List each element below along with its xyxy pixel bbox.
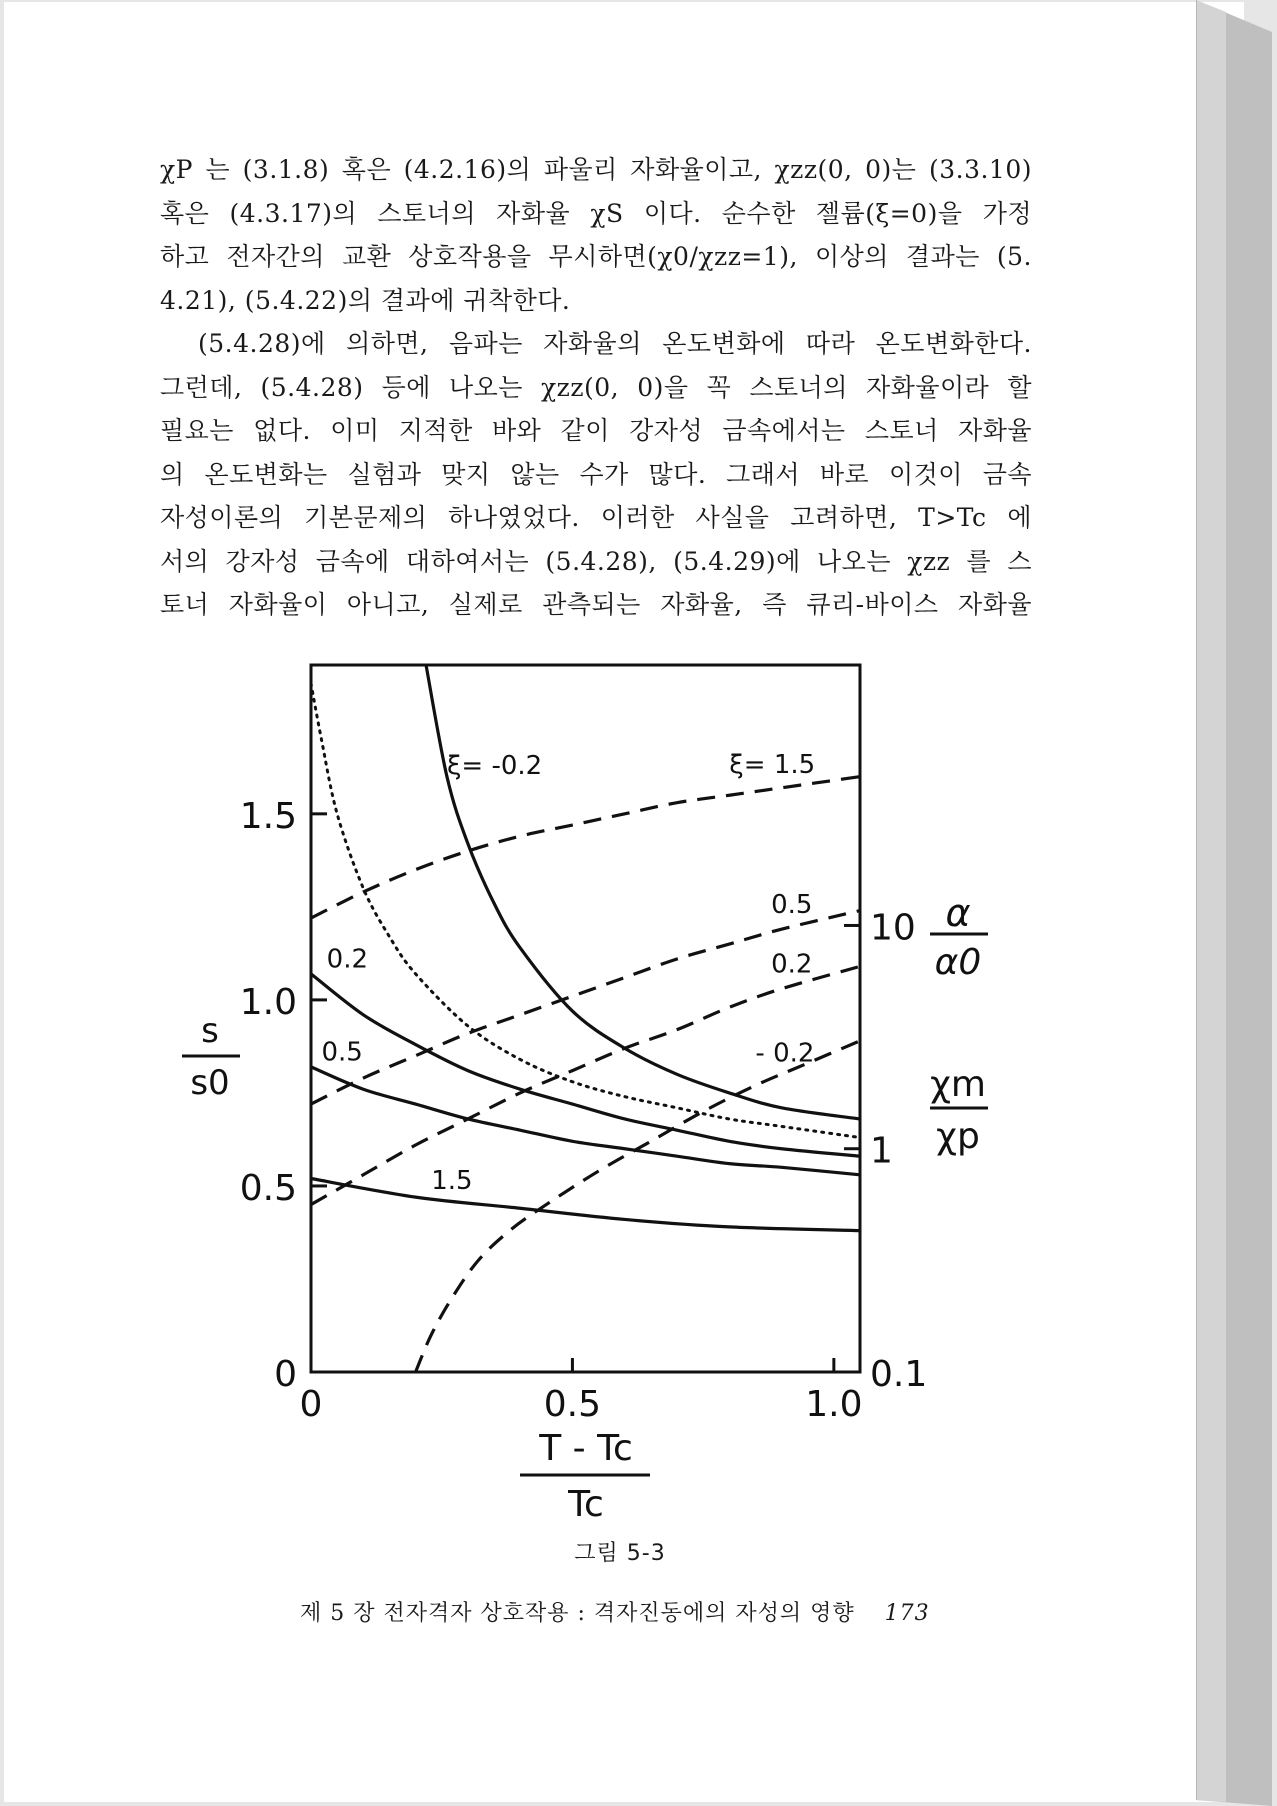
y-left-tick-label: 1.0 — [239, 981, 297, 1023]
alpha-label-numerator: α — [945, 891, 971, 935]
series-line — [311, 1179, 860, 1231]
y-right-tick-label: 10 — [870, 907, 916, 949]
x-axis-label-numerator: T - Tc — [539, 1428, 633, 1469]
curve-label: - 0.2 — [755, 1038, 815, 1069]
text-line: 자성이론의 기본문제의 하나였었다. 이러한 사실을 고려하면, T>Tc 에 — [160, 503, 1032, 532]
curve-label: ξ= -0.2 — [446, 751, 543, 782]
paragraph-2 — [160, 322, 1032, 627]
left-axis-label-numerator: s — [201, 1011, 219, 1051]
y-left-tick-label: 0 — [274, 1354, 297, 1395]
left-axis-label — [182, 1011, 240, 1103]
chart-labels — [321, 750, 815, 1196]
text-line: 그런데, (5.4.28) 등에 나오는 χzz(0, 0)을 꼭 스토너의 자화율이라 할 — [160, 372, 1032, 402]
curve-label: 0.2 — [771, 949, 813, 980]
text-line: 4.21), (5.4.22)의 결과에 귀착한다. — [160, 285, 571, 315]
text-line: 혹은 (4.3.17)의 스토너의 자화율 χS 이다. 순수한 젤륨(ξ=0)을 가정 — [160, 198, 1032, 228]
curve-label: 1.5 — [431, 1165, 473, 1196]
y-left-tick-label: 0.5 — [239, 1167, 297, 1209]
x-axis-label-denominator: Tc — [568, 1484, 604, 1525]
x-tick-label: 0 — [299, 1384, 323, 1425]
figure-caption: 그림 5-3 — [574, 1541, 666, 1566]
right-axis-label-chi — [930, 1064, 988, 1157]
text-line: 토너 자화율이 아니고, 실제로 관측되는 자화율, 즉 큐리-바이스 자화율 — [160, 590, 1032, 619]
series-line — [311, 911, 860, 1104]
figure-5-3-chart — [150, 650, 1010, 1530]
right-axis-label-alpha — [930, 891, 988, 983]
x-axis-label — [520, 1428, 650, 1525]
text-line: 의 온도변화는 실험과 맞지 않는 수가 많다. 그래서 바로 이것이 금속 — [160, 459, 1032, 489]
text-line: 서의 강자성 금속에 대하여서는 (5.4.28), (5.4.29)에 나오는 χzz 를 스 — [160, 546, 1032, 576]
tick-marks — [240, 796, 928, 1425]
chi-label-numerator: χm — [930, 1064, 986, 1105]
curve-label: 0.5 — [771, 889, 813, 920]
page-footer — [300, 1596, 1000, 1627]
series-line — [416, 1041, 860, 1372]
x-tick-label: 1.0 — [805, 1384, 863, 1425]
alpha-label-denominator: α0 — [934, 942, 982, 983]
x-tick-label: 0.5 — [543, 1384, 602, 1425]
text-line: (5.4.28)에 의하면, 음파는 자화율의 온도변화에 따라 온도변화한다. — [198, 329, 1032, 358]
y-left-tick-label: 1.5 — [239, 795, 297, 837]
curve-label: ξ= 1.5 — [729, 750, 816, 781]
page-number: 173 — [884, 1601, 930, 1626]
y-right-tick-label: 1 — [870, 1130, 893, 1172]
text-line: 필요는 없다. 이미 지적한 바와 같이 강자성 금속에서는 스토너 자화율 — [160, 416, 1032, 445]
text-line: χP 는 (3.1.8) 혹은 (4.2.16)의 파울리 자화율이고, χzz(0, 0)는 (3.3.10) — [160, 155, 1032, 184]
body-text — [160, 148, 1032, 627]
text-line: 하고 전자간의 교환 상호작용을 무시하면(χ0/χzz=1), 이상의 결과는 (5. — [160, 242, 1032, 271]
curve-label: 0.2 — [326, 944, 369, 975]
curve-label: 0.5 — [321, 1037, 363, 1068]
left-axis-label-denominator: s0 — [190, 1063, 230, 1103]
y-right-tick-label: 0.1 — [870, 1354, 928, 1395]
chi-label-denominator: χp — [936, 1116, 980, 1157]
paragraph-1 — [160, 148, 1032, 322]
chapter-title: 제 5 장 전자격자 상호작용 : 격자진동에의 자성의 영향 — [300, 1601, 855, 1626]
